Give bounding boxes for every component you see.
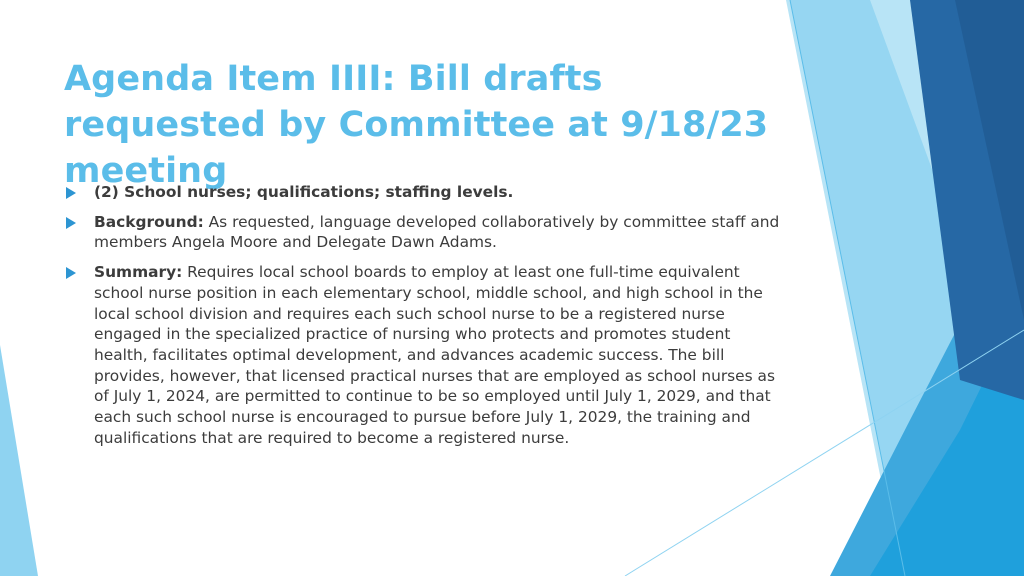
- triangle-bullet-icon: [66, 217, 76, 229]
- bullet-heading: Summary:: [94, 263, 183, 282]
- bullet-heading: (2) School nurses; qualifications; staffing levels.: [94, 183, 514, 201]
- slide-title: Agenda Item IIII: Bill drafts requested by Committee at 9/18/23 meeting: [64, 59, 769, 191]
- bullet-text: Requires local school boards to employ at least one full-time equivalent school nurse position in each elementary school, middle school, and high school in the local school division and requires each such school nurse to be a registered nurse engaged in the specialized practice of nursing who protects and promotes student health, facilitates optimal development, and advances academic success. The bill provides, however, that licensed practical nurses that are employed as school nurses as of July 1, 2024, are permitted to continue to be so employed until July 1, 2029, and that each such school nurse is encouraged to pursue before July 1, 2029, the training and qualifications that are required to become a registered nurse.: [94, 263, 775, 447]
- triangle-bullet-icon: [66, 267, 76, 279]
- bullet-item-summary: [64, 262, 784, 448]
- left-accent-shape: [0, 345, 38, 576]
- bullet-text: As requested, language developed collaboratively by committee staff and members Angela Moore and Delegate Dawn Adams.: [94, 212, 780, 252]
- bullet-item-background: [64, 212, 784, 253]
- bullet-heading: Background:: [94, 212, 204, 231]
- triangle-bullet-icon: [66, 187, 76, 199]
- bullet-item-school-nurses: [64, 182, 784, 203]
- bullet-list: [64, 182, 784, 457]
